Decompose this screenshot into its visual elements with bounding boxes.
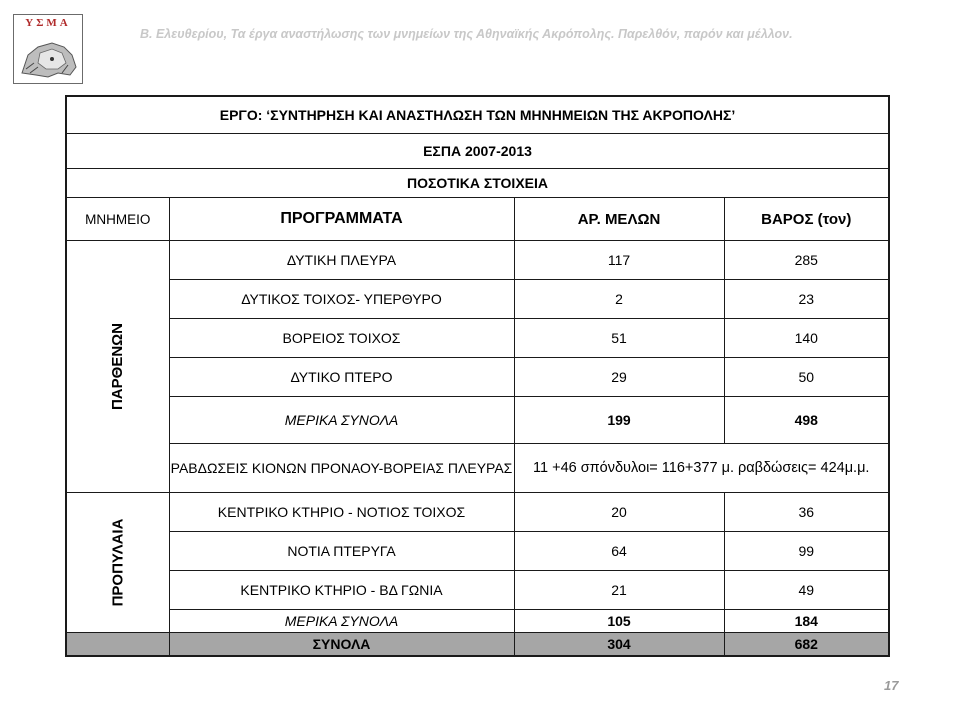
subtotal-weight: 184 <box>724 610 889 633</box>
members-value: 64 <box>514 532 724 571</box>
program-name: ΒΟΡΕΙΟΣ ΤΟΙΧΟΣ <box>169 319 514 358</box>
ysma-logo <box>13 14 83 84</box>
weight-value: 36 <box>724 493 889 532</box>
members-value: 21 <box>514 571 724 610</box>
total-row <box>66 633 889 657</box>
column-header-row <box>66 198 889 241</box>
weight-value: 50 <box>724 358 889 397</box>
espa-title: ΕΣΠΑ 2007-2013 <box>66 134 889 169</box>
table-row <box>66 319 889 358</box>
table-row <box>66 280 889 319</box>
table-row <box>66 571 889 610</box>
program-name: ΚΕΝΤΡΙΚΟ ΚΤΗΡΙΟ - ΝΟΤΙΟΣ ΤΟΙΧΟΣ <box>169 493 514 532</box>
members-value: 29 <box>514 358 724 397</box>
members-value: 51 <box>514 319 724 358</box>
table-subtitle: ΠΟΣΟΤΙΚΑ ΣΤΟΙΧΕΙΑ <box>66 169 889 198</box>
logo-text: ΥΣΜΑ <box>25 17 71 29</box>
monument-name-parthenon: ΠΑΡΘΕΝΩΝ <box>109 322 127 411</box>
project-title: ΕΡΓΟ: ‘ΣΥΝΤΗΡΗΣΗ ΚΑΙ ΑΝΑΣΤΗΛΩΣΗ ΤΩΝ ΜΗΝΗΜΕΙΩΝ ΤΗΣ ΑΚΡΟΠΟΛΗΣ’ <box>66 96 889 134</box>
program-name: ΔΥΤΙΚΟΣ ΤΟΙΧΟΣ- ΥΠΕΡΘΥΡΟ <box>169 280 514 319</box>
table-row <box>66 358 889 397</box>
subtotal-label: ΜΕΡΙΚΑ ΣΥΝΟΛΑ <box>169 397 514 444</box>
monument-cell-parthenon <box>66 241 169 493</box>
total-weight: 682 <box>724 633 889 657</box>
table-row <box>66 493 889 532</box>
subtotal-label: ΜΕΡΙΚΑ ΣΥΝΟΛΑ <box>169 610 514 633</box>
lion-head-icon <box>18 33 80 79</box>
monument-name-propylaia: ΠΡΟΠΥΛΑΙΑ <box>109 518 127 607</box>
members-value: 117 <box>514 241 724 280</box>
weight-value: 23 <box>724 280 889 319</box>
total-row-spacer <box>66 633 169 657</box>
column-header-members: ΑΡ. ΜΕΛΩΝ <box>514 198 724 241</box>
weight-value: 99 <box>724 532 889 571</box>
weight-value: 285 <box>724 241 889 280</box>
header-caption: Β. Ελευθερίου, Τα έργα αναστήλωσης των μνημείων της Αθηναϊκής Ακρόπολης. Παρελθόν, παρόν και μέλλον. <box>140 27 793 41</box>
fluting-row <box>66 444 889 493</box>
fluting-value: 11 +46 σπόνδυλοι= 116+377 μ. ραβδώσεις= 424μ.μ. <box>514 444 889 493</box>
program-name: ΔΥΤΙΚΟ ΠΤΕΡΟ <box>169 358 514 397</box>
total-members: 304 <box>514 633 724 657</box>
column-header-weight: ΒΑΡΟΣ (τον) <box>724 198 889 241</box>
column-header-monument: ΜΝΗΜΕΙΟ <box>66 198 169 241</box>
subtotal-members: 105 <box>514 610 724 633</box>
quantitative-data-table <box>65 95 890 657</box>
weight-value: 49 <box>724 571 889 610</box>
table-row <box>66 241 889 280</box>
monument-cell-propylaia <box>66 493 169 633</box>
program-name: ΚΕΝΤΡΙΚΟ ΚΤΗΡΙΟ - ΒΔ ΓΩΝΙΑ <box>169 571 514 610</box>
program-name: ΔΥΤΙΚΗ ΠΛΕΥΡΑ <box>169 241 514 280</box>
weight-value: 140 <box>724 319 889 358</box>
total-label: ΣΥΝΟΛΑ <box>169 633 514 657</box>
table-row <box>66 532 889 571</box>
subtotal-row-parthenon <box>66 397 889 444</box>
slide-number: 17 <box>884 678 899 693</box>
program-name: ΝΟΤΙΑ ΠΤΕΡΥΓΑ <box>169 532 514 571</box>
members-value: 20 <box>514 493 724 532</box>
subtotal-members: 199 <box>514 397 724 444</box>
members-value: 2 <box>514 280 724 319</box>
subtotal-weight: 498 <box>724 397 889 444</box>
column-header-programs: ΠΡΟΓΡΑΜΜΑΤΑ <box>169 198 514 241</box>
fluting-label: ΡΑΒΔΩΣΕΙΣ ΚΙΟΝΩΝ ΠΡΟΝΑΟΥ-ΒΟΡΕΙΑΣ ΠΛΕΥΡΑΣ <box>169 444 514 493</box>
subtotal-row-propylaia <box>66 610 889 633</box>
